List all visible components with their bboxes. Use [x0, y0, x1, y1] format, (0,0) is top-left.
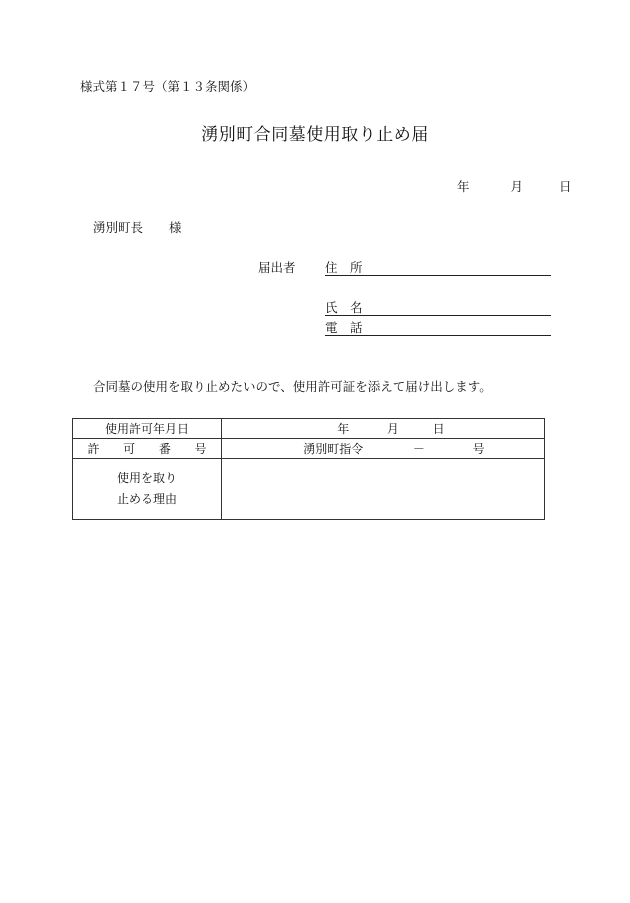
permit-number-suffix: 号	[472, 442, 485, 456]
reason-label	[73, 459, 222, 520]
reason-field[interactable]	[222, 459, 545, 520]
statement-text: 合同墓の使用を取り止めたいので、使用許可証を添えて届け出します。	[93, 379, 492, 394]
addressee	[93, 222, 182, 235]
addressee-name: 湧別町長	[93, 220, 144, 235]
permit-date-year: 年	[337, 422, 350, 436]
addressee-honorific: 様	[169, 220, 182, 235]
phone-label: 電 話	[325, 320, 363, 335]
permit-date-label: 使用許可年月日	[73, 419, 222, 439]
name-field[interactable]	[325, 315, 551, 316]
permit-date-value[interactable]	[222, 419, 545, 439]
notifier-label: 届出者	[258, 260, 296, 275]
date-row	[457, 181, 571, 194]
permit-number-label: 許 可 番 号	[73, 439, 222, 459]
address-label: 住 所	[325, 260, 363, 275]
permit-table	[72, 418, 545, 520]
table-row	[73, 419, 545, 439]
address-field[interactable]	[325, 275, 551, 276]
permit-number-value[interactable]	[222, 439, 545, 459]
reason-label-line1: 使用を取り	[116, 471, 177, 485]
table-row	[73, 439, 545, 459]
phone-field[interactable]	[325, 335, 551, 336]
date-month-label: 月	[510, 179, 523, 194]
date-year-label: 年	[457, 179, 470, 194]
table-row	[73, 459, 545, 520]
form-number: 様式第１７号（第１３条関係）	[80, 79, 256, 94]
permit-number-prefix: 湧別町指令	[303, 442, 364, 456]
permit-date-day: 日	[432, 422, 445, 436]
name-label: 氏 名	[325, 300, 363, 315]
permit-date-month: 月	[386, 422, 399, 436]
date-day-label: 日	[558, 179, 572, 194]
reason-label-line2: 止める理由	[116, 492, 177, 506]
permit-number-dash: －	[412, 442, 425, 456]
page-title: 湧別町合同墓使用取り止め届	[201, 125, 429, 145]
